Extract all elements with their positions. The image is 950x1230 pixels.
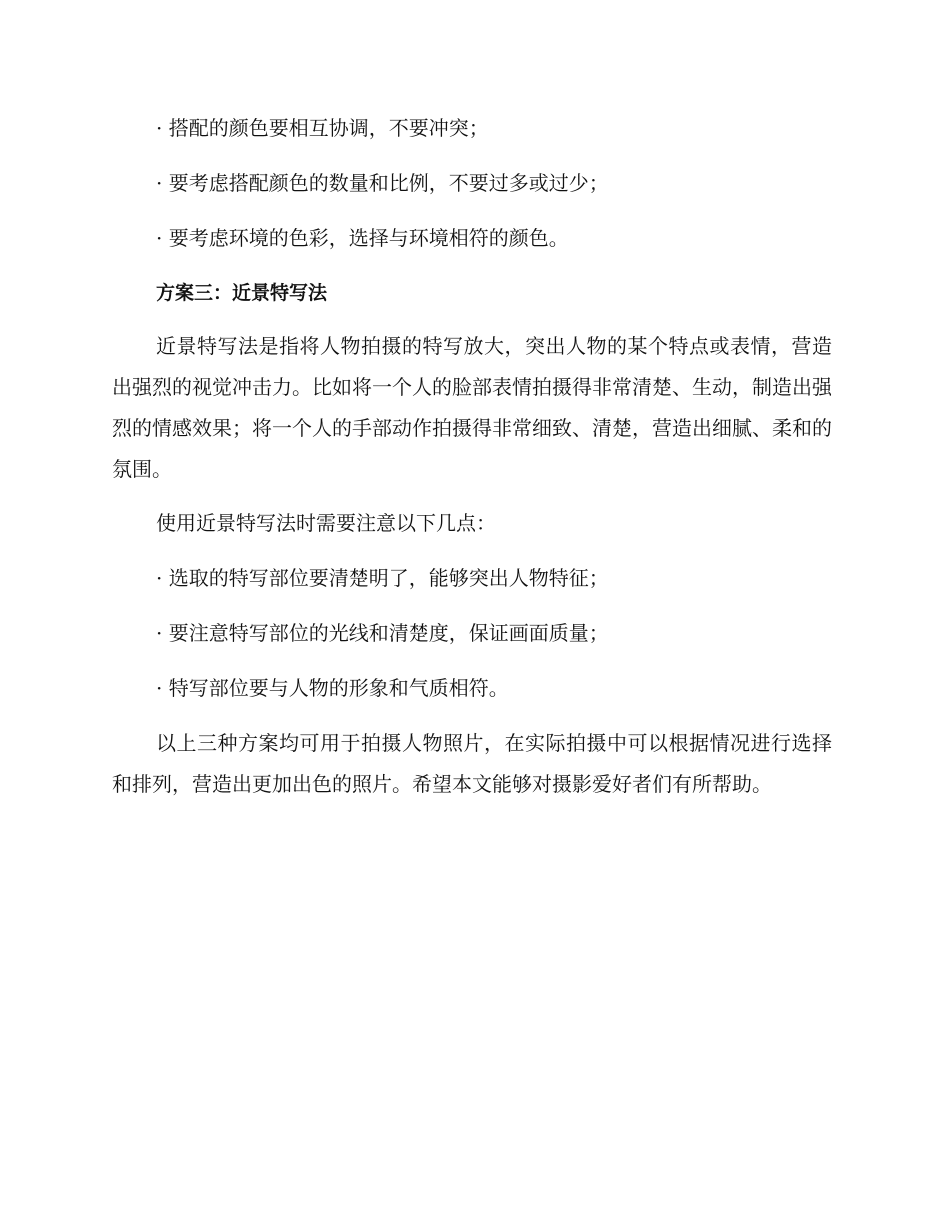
bullet-item: · 搭配的颜色要相互协调，不要冲突； bbox=[156, 116, 489, 140]
section-heading: 方案三：近景特写法 bbox=[156, 282, 328, 304]
bullet-item: · 要考虑环境的色彩，选择与环境相符的颜色。 bbox=[156, 226, 569, 250]
bullet-item: · 选取的特写部位要清楚明了，能够突出人物特征； bbox=[156, 566, 609, 590]
document-body bbox=[112, 108, 832, 818]
bullet-item: · 要考虑搭配颜色的数量和比例，不要过多或过少； bbox=[156, 171, 609, 195]
bullet-item: · 特写部位要与人物的形象和气质相符。 bbox=[156, 676, 509, 700]
conclusion-paragraph: 以上三种方案均可用于拍摄人物照片，在实际拍摄中可以根据情况进行选择和排列，营造出更加出色的照片。希望本文能够对摄影爱好者们有所帮助。 bbox=[112, 731, 832, 796]
section-paragraph: 近景特写法是指将人物拍摄的特写放大，突出人物的某个特点或表情，营造出强烈的视觉冲击力。比如将一个人的脸部表情拍摄得非常清楚、生动，制造出强烈的情感效果；将一个人的手部动作拍摄得非常细致、清楚，营造出细腻、柔和的氛围。 bbox=[112, 334, 832, 481]
bullet-item: · 要注意特写部位的光线和清楚度，保证画面质量； bbox=[156, 621, 609, 645]
notes-lead: 使用近景特写法时需要注意以下几点： bbox=[156, 511, 496, 535]
